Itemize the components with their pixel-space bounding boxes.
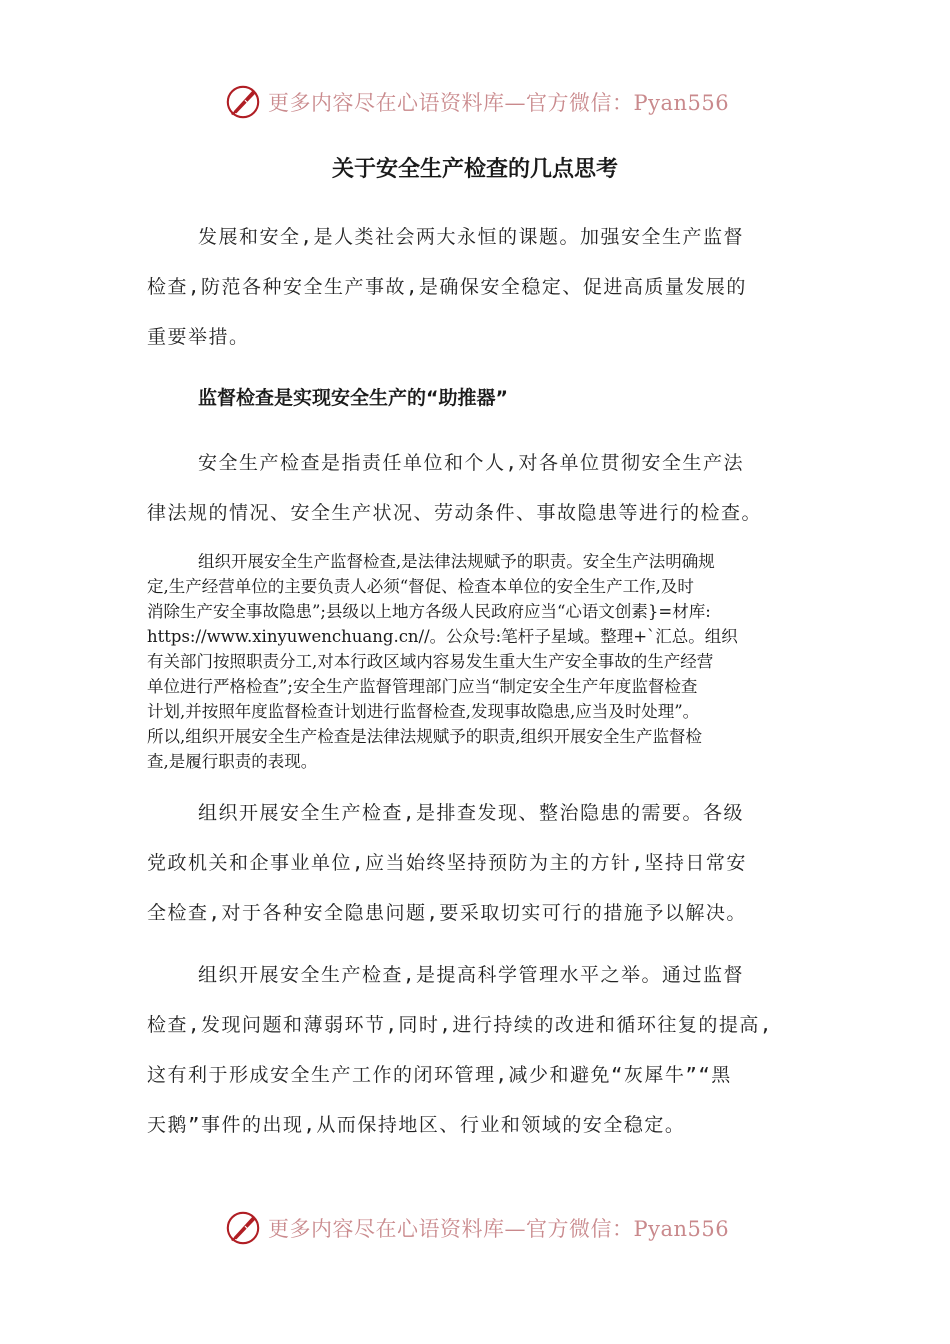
banner-text: 更多内容尽在心语资料库—官方微信：Pyan556 xyxy=(268,1217,730,1241)
banner-text: 更多内容尽在心语资料库—官方微信：Pyan556 xyxy=(268,91,730,115)
paragraph-line: 这有利于形成安全生产工作的闭环管理,减少和避免“灰犀牛”“黑 xyxy=(147,1064,732,1086)
paragraph-line: 全检查,对于各种安全隐患问题,要采取切实可行的措施予以解决。 xyxy=(147,902,747,924)
paragraph-line: 重要举措。 xyxy=(147,326,250,348)
top-banner xyxy=(224,82,730,122)
document-title: 关于安全生产检查的几点思考 xyxy=(331,157,618,182)
paragraph-line: 查,是履行职责的表现。 xyxy=(147,752,318,771)
paragraph-line: 检查,防范各种安全生产事故,是确保安全稳定、促进高质量发展的 xyxy=(147,276,747,298)
quill-pen-icon xyxy=(224,83,262,121)
quill-pen-icon xyxy=(224,1209,262,1247)
paragraph-line: 计划,并按照年度监督检查计划进行监督检查,发现事故隐患,应当及时处理”。 xyxy=(147,702,700,721)
paragraph-line: 安全生产检查是指责任单位和个人,对各单位贯彻安全生产法 xyxy=(198,452,744,474)
bottom-banner xyxy=(224,1208,730,1248)
paragraph-line: 定,生产经营单位的主要负责人必须“督促、检查本单位的安全生产工作,及时 xyxy=(147,577,694,596)
paragraph-line: 组织开展安全生产检查,是提高科学管理水平之举。通过监督 xyxy=(198,964,744,986)
section-heading: 监督检查是实现安全生产的“助推器” xyxy=(198,387,508,409)
paragraph-line: 发展和安全,是人类社会两大永恒的课题。加强安全生产监督 xyxy=(198,226,744,248)
paragraph-line: 组织开展安全生产监督检查,是法律法规赋予的职责。安全生产法明确规 xyxy=(198,552,715,571)
paragraph-line: 党政机关和企事业单位,应当始终坚持预防为主的方针,坚持日常安 xyxy=(147,852,747,874)
paragraph-line: https://www.xinyuwenchuang.cn//。公众号:笔杆子星域。整理+`汇总。组织 xyxy=(147,627,738,646)
paragraph-line: 检查,发现问题和薄弱环节,同时,进行持续的改进和循环往复的提高, xyxy=(147,1014,773,1036)
paragraph-line: 天鹅”事件的出现,从而保持地区、行业和领域的安全稳定。 xyxy=(147,1114,686,1136)
paragraph-line: 有关部门按照职责分工,对本行政区域内容易发生重大生产安全事故的生产经营 xyxy=(147,652,714,671)
paragraph-line: 单位进行严格检查”;安全生产监督管理部门应当“制定安全生产年度监督检查 xyxy=(147,677,698,696)
paragraph-line: 组织开展安全生产检查,是排查发现、整治隐患的需要。各级 xyxy=(198,802,744,824)
paragraph-line: 律法规的情况、安全生产状况、劳动条件、事故隐患等进行的检查。 xyxy=(147,502,763,524)
paragraph-line: 所以,组织开展安全生产检查是法律法规赋予的职责,组织开展安全生产监督检 xyxy=(147,727,702,746)
paragraph-line: 消除生产安全事故隐患”;县级以上地方各级人民政府应当“心语文创素}=材库: xyxy=(147,602,711,621)
